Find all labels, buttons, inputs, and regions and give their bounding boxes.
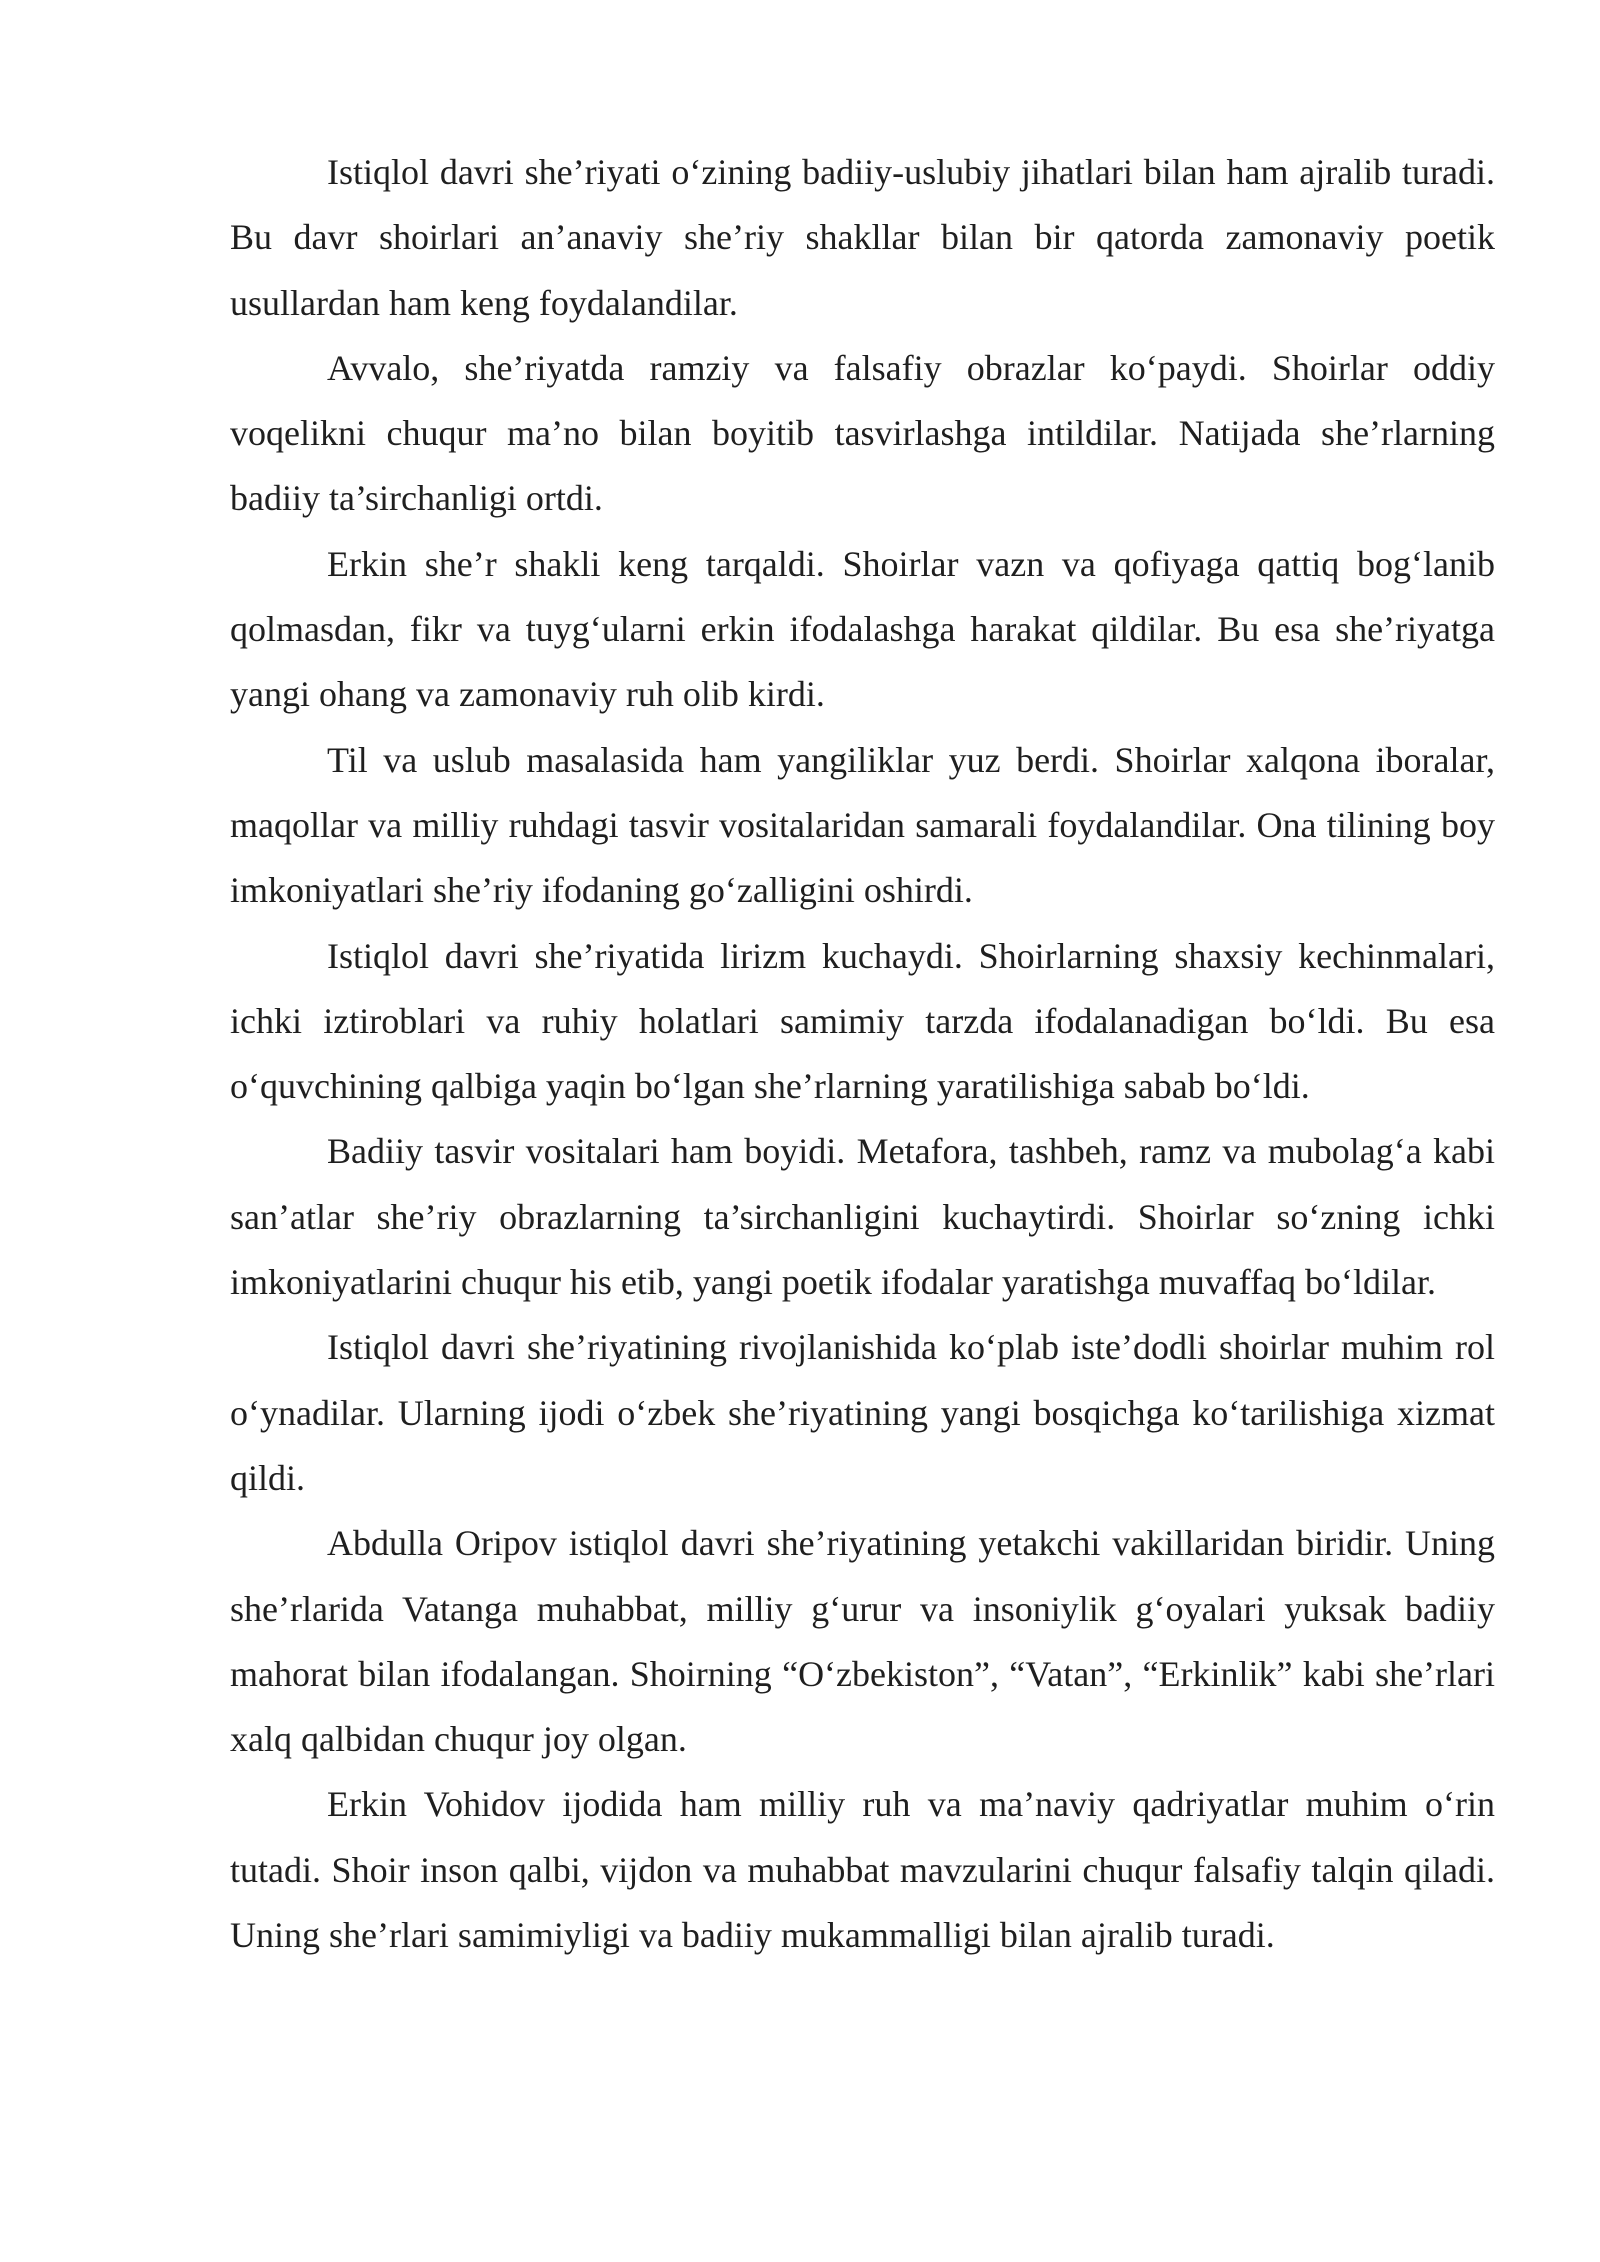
paragraph-4: Til va uslub masalasida ham yangiliklar yuz berdi. Shoirlar xalqona iboralar, maqollar va milliy ruhdagi tasvir vositalaridan samarali foydalandilar. Ona tilining boy imkoniyatlari she’riy ifodaning go‘zalligini oshirdi.: [230, 739, 1495, 911]
paragraph-5: Istiqlol davri she’riyatida lirizm kuchaydi. Shoirlarning shaxsiy kechinmalari, ichki iztiroblari va ruhiy holatlari samimiy tarzda ifodalanadigan bo‘ldi. Bu esa o‘quvchining qalbiga yaqin bo‘lgan she’rlarning yaratilishiga sabab bo‘ldi.: [230, 935, 1495, 1107]
paragraph-7: Istiqlol davri she’riyatining rivojlanishida ko‘plab iste’dodli shoirlar muhim rol o‘ynadilar. Ularning ijodi o‘zbek she’riyatining yangi bosqichga ko‘tarilishiga xizmat qildi.: [230, 1327, 1495, 1498]
paragraph-2: Avvalo, she’riyatda ramziy va falsafiy obrazlar ko‘paydi. Shoirlar oddiy voqelikni chuqur ma’no bilan boyitib tasvirlashga intildilar. Natijada she’rlarning badiiy ta’sirchanligi ortdi.: [230, 347, 1495, 519]
paragraph-6: Badiiy tasvir vositalari ham boyidi. Metafora, tashbeh, ramz va mubolag‘a kabi san’atlar she’riy obrazlarning ta’sirchanligini kuchaytirdi. Shoirlar so‘zning ichki imkoniyatlarini chuqur his etib, yangi poetik ifodalar yaratishga muvaffaq bo‘ldilar.: [230, 1131, 1495, 1303]
paragraph-9: Erkin Vohidov ijodida ham milliy ruh va ma’naviy qadriyatlar muhim o‘rin tutadi. Shoir inson qalbi, vijdon va muhabbat mavzularini chuqur falsafiy talqin qiladi. Uning she’rlari samimiyligi va badiiy mukammalligi bilan ajralib turadi.: [230, 1784, 1495, 1956]
paragraph-1: Istiqlol davri she’riyati o‘zining badiiy-uslubiy jihatlari bilan ham ajralib turadi. Bu davr shoirlari an’anaviy she’riy shakllar bilan bir qatorda zamonaviy poetik usullardan ham keng foydalandilar.: [230, 152, 1495, 323]
paragraph-3: Erkin she’r shakli keng tarqaldi. Shoirlar vazn va qofiyaga qattiq bog‘lanib qolmasdan, fikr va tuyg‘ularni erkin ifodalashga harakat qildilar. Bu esa she’riyatga yangi ohang va zamonaviy ruh olib kirdi.: [230, 543, 1495, 715]
document-page: [230, 140, 1495, 2100]
paragraph-8: Abdulla Oripov istiqlol davri she’riyatining yetakchi vakillaridan biridir. Uning she’rlarida Vatanga muhabbat, milliy g‘urur va insoniylik g‘oyalari yuksak badiiy mahorat bilan ifodalangan. Shoirning “O‘zbekiston”, “Vatan”, “Erkinlik” kabi she’rlari xalq qalbidan chuqur joy olgan.: [230, 1523, 1495, 1760]
